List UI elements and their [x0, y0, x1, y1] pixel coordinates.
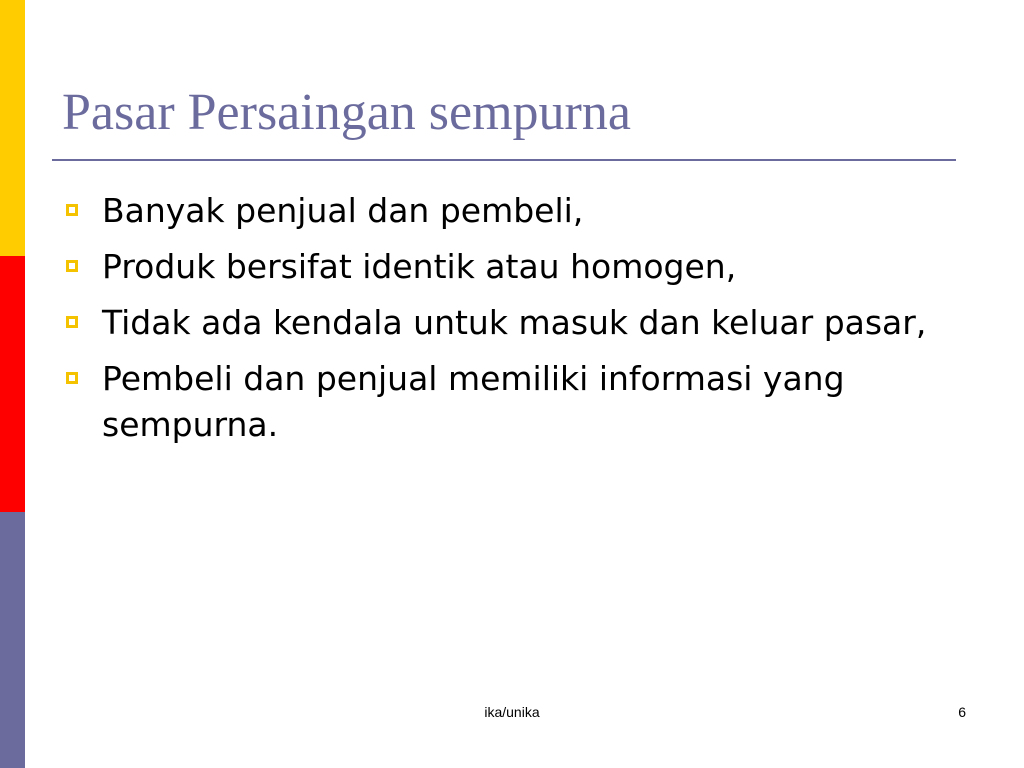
footer-author: ika/unika: [484, 704, 540, 720]
hollow-square-bullet-icon: [66, 260, 78, 272]
bullet-text: Banyak penjual dan pembeli,: [102, 191, 584, 230]
page-number: 6: [958, 704, 966, 720]
hollow-square-bullet-icon: [66, 204, 78, 216]
bullet-item: [62, 244, 942, 290]
bullet-text: Produk bersifat identik atau homogen,: [102, 247, 737, 286]
bullet-text: Tidak ada kendala untuk masuk dan keluar pasar,: [102, 303, 927, 342]
bullet-item: [62, 356, 942, 448]
hollow-square-bullet-icon: [66, 372, 78, 384]
accent-stripe-yellow: [0, 0, 25, 256]
title-underline: [52, 159, 956, 161]
bullet-text: Pembeli dan penjual memiliki informasi yang sempurna.: [102, 359, 845, 444]
slide-title: Pasar Persaingan sempurna: [62, 84, 631, 141]
bullet-item: [62, 300, 942, 346]
accent-stripe-purple: [0, 512, 25, 768]
bullet-list: [62, 188, 942, 458]
bullet-item: [62, 188, 942, 234]
accent-stripe-red: [0, 256, 25, 512]
hollow-square-bullet-icon: [66, 316, 78, 328]
